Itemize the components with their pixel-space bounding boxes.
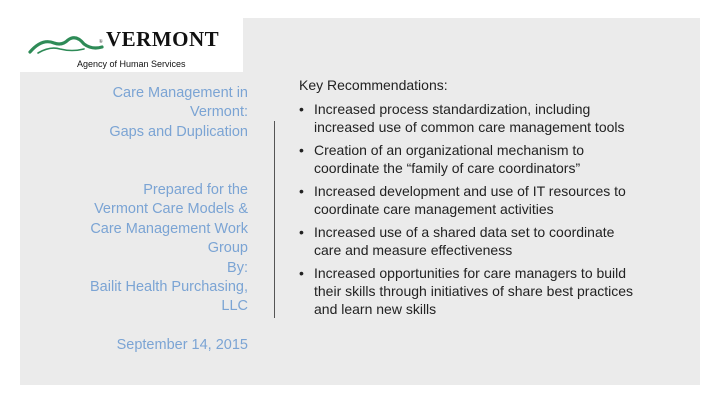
logo-registered-mark: ® — [99, 40, 103, 45]
recommendation-item: • Increased opportunities for care managers to build their skills through initiatives of share best practices and learn new skills — [299, 265, 634, 317]
prepared-line: Bailit Health Purchasing, — [90, 279, 248, 296]
bullet-icon: • — [299, 101, 304, 117]
prepared-line: By: — [227, 259, 248, 276]
spacer — [60, 142, 248, 161]
date-line: September 14, 2015 — [116, 337, 248, 354]
recommendations-list — [299, 100, 694, 318]
bullet-icon: • — [299, 183, 304, 199]
bullet-icon: • — [299, 142, 304, 158]
title-block — [60, 84, 248, 356]
recommendation-item: • Increased process standardization, including increased use of common care management tools — [299, 101, 625, 135]
bullet-icon: • — [299, 265, 304, 281]
recommendation-item: • Increased use of a shared data set to coordinate care and measure effectiveness — [299, 224, 615, 258]
bullet-icon: • — [299, 224, 304, 240]
recommendations — [299, 76, 694, 323]
recommendations-heading: Key Recommendations: — [299, 77, 448, 93]
prepared-line: Vermont Care Models & — [94, 201, 248, 218]
logo-subtitle: Agency of Human Services — [77, 59, 186, 69]
vertical-divider — [274, 121, 275, 318]
title-line: Vermont: — [189, 104, 248, 121]
prepared-line: Group — [207, 240, 248, 257]
spacer — [60, 317, 248, 336]
recommendation-item: • Increased development and use of IT resources to coordinate care management activities — [299, 183, 626, 217]
logo-wordmark: VERMONT — [106, 27, 220, 51]
title-line: Care Management in — [112, 85, 248, 101]
recommendation-item: • Creation of an organizational mechanism to coordinate the “family of care coordinators” — [299, 142, 585, 176]
prepared-line: Prepared for the — [143, 182, 248, 198]
title-line: Gaps and Duplication — [109, 123, 248, 140]
green-mountain-icon — [28, 34, 104, 56]
vermont-logo — [20, 18, 243, 72]
spacer — [60, 162, 248, 181]
prepared-line: Care Management Work — [90, 220, 248, 237]
prepared-line: LLC — [221, 298, 248, 315]
